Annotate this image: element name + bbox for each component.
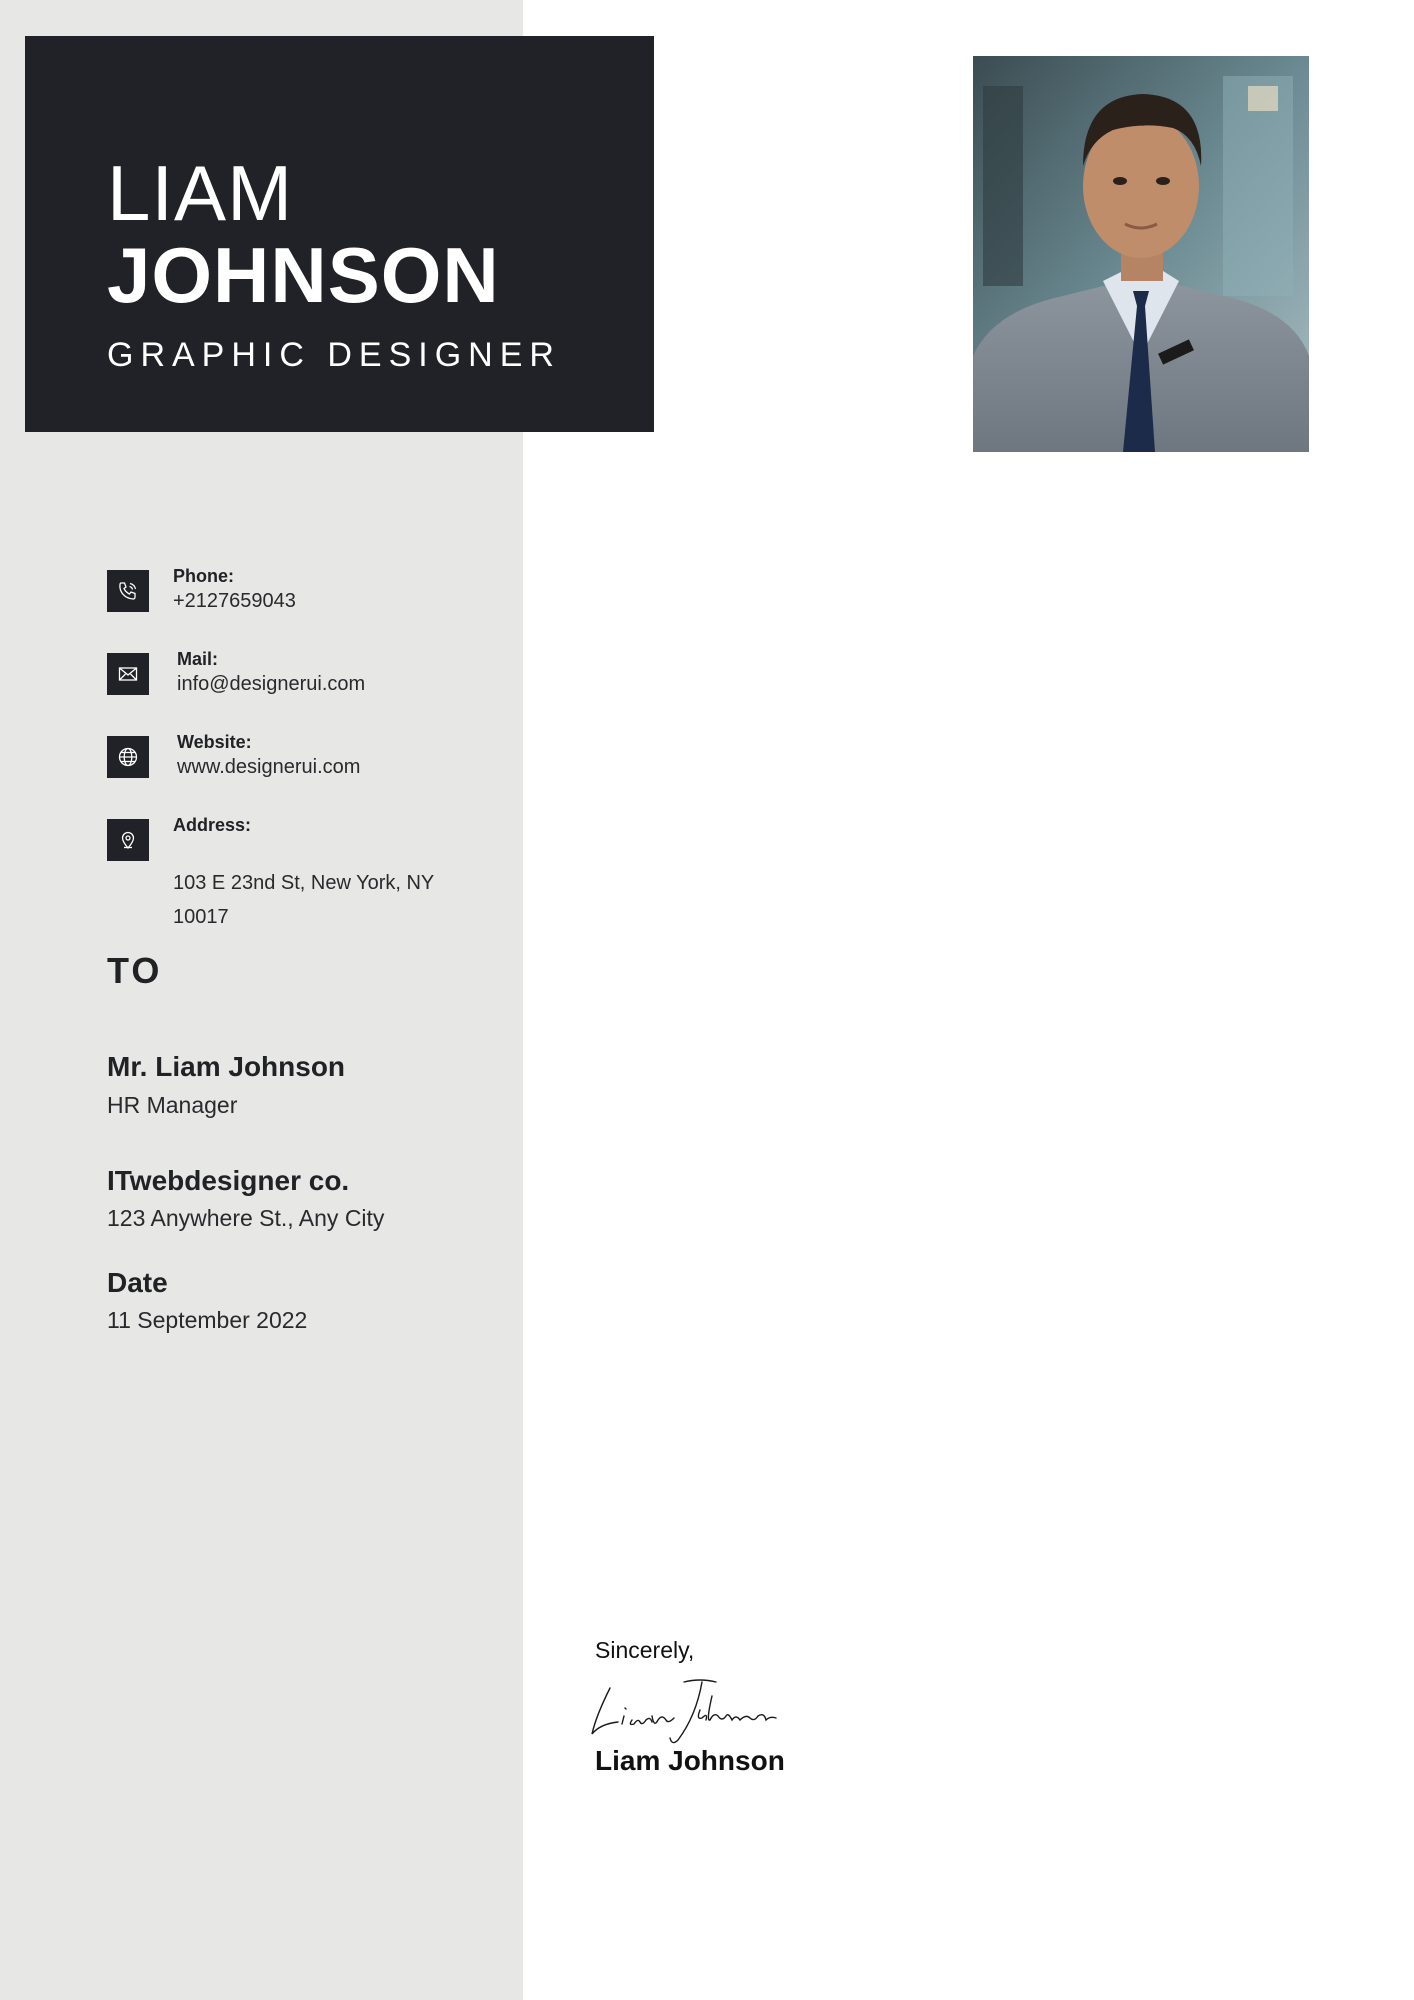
profile-photo	[973, 56, 1309, 452]
date-value: 11 September 2022	[107, 1307, 308, 1333]
mail-label: Mail:	[177, 649, 219, 669]
location-pin-icon	[107, 819, 149, 861]
date-label: Date	[107, 1267, 168, 1298]
company-address: 123 Anywhere St., Any City	[107, 1205, 385, 1231]
mail-icon	[107, 653, 149, 695]
website-label: Website:	[177, 732, 252, 752]
first-name: LIAM	[107, 149, 294, 237]
recipient-role: HR Manager	[107, 1092, 238, 1118]
job-title: GRAPHIC DESIGNER	[107, 336, 561, 374]
recipient-name: Mr. Liam Johnson	[107, 1051, 346, 1082]
globe-icon	[107, 736, 149, 778]
profile-photo-image	[973, 56, 1309, 452]
signer-name: Liam Johnson	[595, 1745, 785, 1776]
name-header-block	[25, 36, 654, 432]
phone-label: Phone:	[173, 566, 234, 586]
company-name: ITwebdesigner co.	[107, 1165, 350, 1196]
to-heading: TO	[107, 950, 163, 991]
last-name: JOHNSON	[107, 231, 500, 319]
address-line-1: 103 E 23nd St, New York, NY	[173, 872, 435, 894]
address-label: Address:	[173, 815, 252, 835]
phone-value: +2127659043	[173, 590, 296, 612]
address-line-2: 10017	[173, 906, 229, 928]
mail-value: info@designerui.com	[177, 673, 366, 695]
phone-icon	[107, 570, 149, 612]
website-value: www.designerui.com	[177, 756, 361, 778]
closing-salutation: Sincerely,	[595, 1637, 695, 1663]
handwritten-signature	[588, 1676, 788, 1748]
